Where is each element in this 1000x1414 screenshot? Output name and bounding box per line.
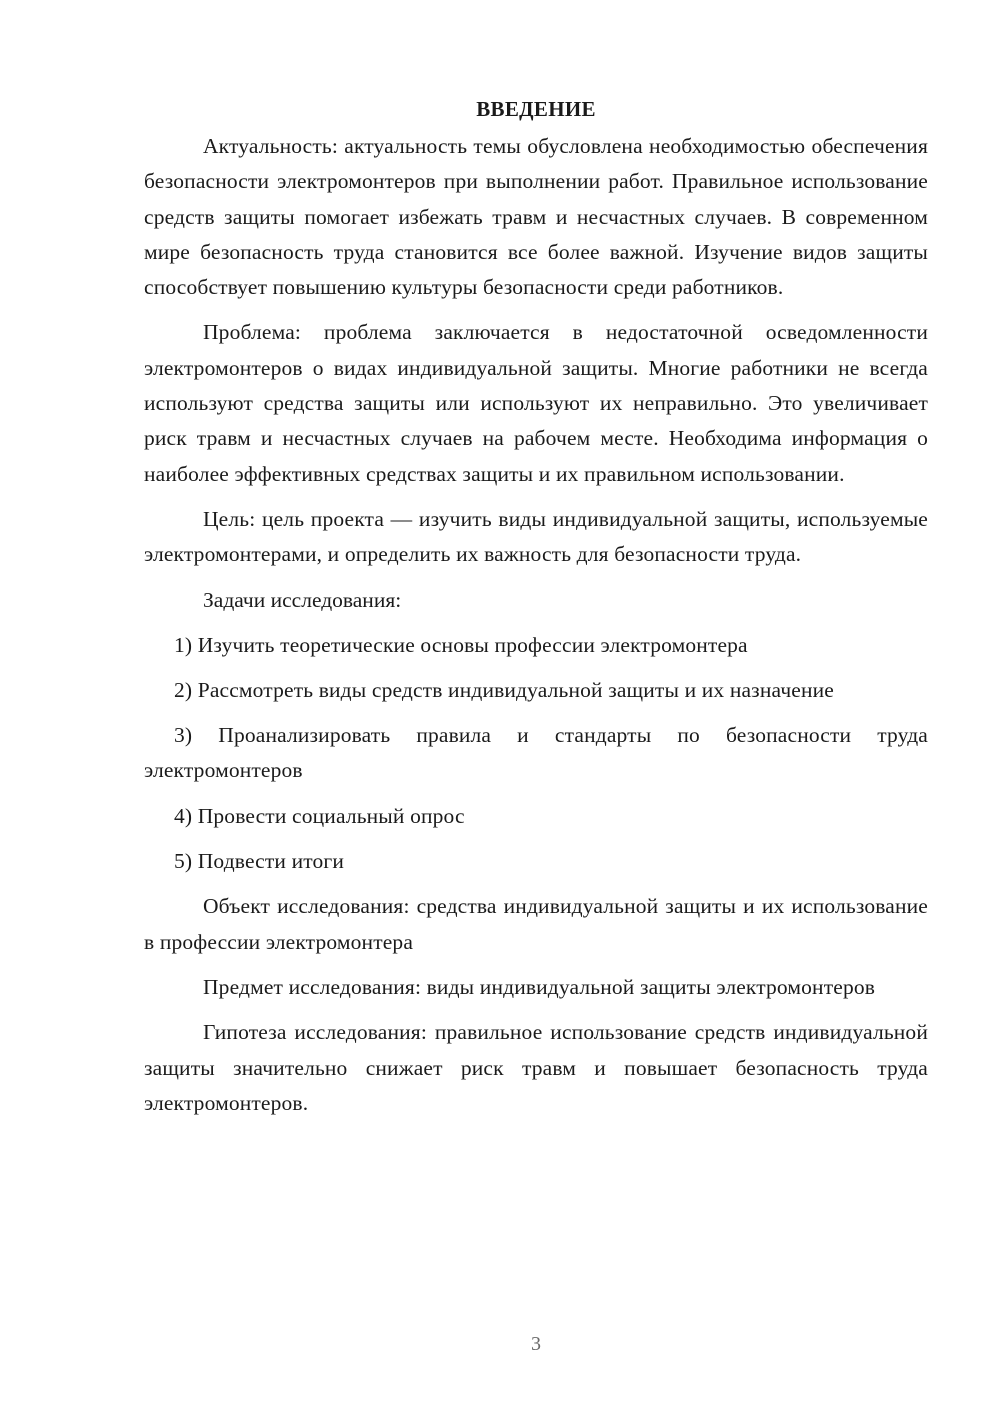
research-hypothesis-paragraph: Гипотеза исследования: правильное использование средств индивидуальной защиты значительно снижает риск травм и повышает безопасность труда электромонтеров. xyxy=(144,1020,928,1115)
page-number: 3 xyxy=(531,1333,541,1355)
tasks-list xyxy=(144,628,928,880)
task-item-3: 3) Проанализировать правила и стандарты по безопасности труда электромонтеров xyxy=(144,723,928,783)
task-item-2: 2) Рассмотреть виды средств индивидуальной защиты и их назначение xyxy=(174,677,834,702)
problem-paragraph: Проблема: проблема заключается в недостаточной осведомленности электромонтеров о видах индивидуальной защиты. Многие работники не всегда используют средства защиты или используют их неправильно. Это увеличивает риск травм и несчастных случаев на рабочем месте. Необходима информация о наиболее эффективных средствах защиты и их правильном использовании. xyxy=(144,320,928,486)
task-item-5: 5) Подвести итоги xyxy=(174,849,345,874)
tasks-heading: Задачи исследования: xyxy=(203,587,402,612)
research-object-paragraph: Объект исследования: средства индивидуальной защиты и их использование в профессии электромонтера xyxy=(144,894,928,954)
goal-paragraph: Цель: цель проекта — изучить виды индивидуальной защиты, используемые электромонтерами, и определить их важность для безопасности труда. xyxy=(144,506,928,567)
task-item-1: 1) Изучить теоретические основы профессии электромонтера xyxy=(174,632,748,657)
research-subject-paragraph: Предмет исследования: виды индивидуальной защиты электромонтеров xyxy=(203,974,876,999)
document-body xyxy=(144,92,928,1131)
page-title: ВВЕДЕНИЕ xyxy=(476,97,596,121)
task-item-4: 4) Провести социальный опрос xyxy=(174,803,465,828)
relevance-paragraph: Актуальность: актуальность темы обусловлена необходимостью обеспечения безопасности электромонтеров при выполнении работ. Правильное использование средств защиты помогает избежать травм и несчастных случаев. В современном мире безопасность труда становится все более важной. Изучение видов защиты способствует повышению культуры безопасности среди работников. xyxy=(144,134,928,300)
